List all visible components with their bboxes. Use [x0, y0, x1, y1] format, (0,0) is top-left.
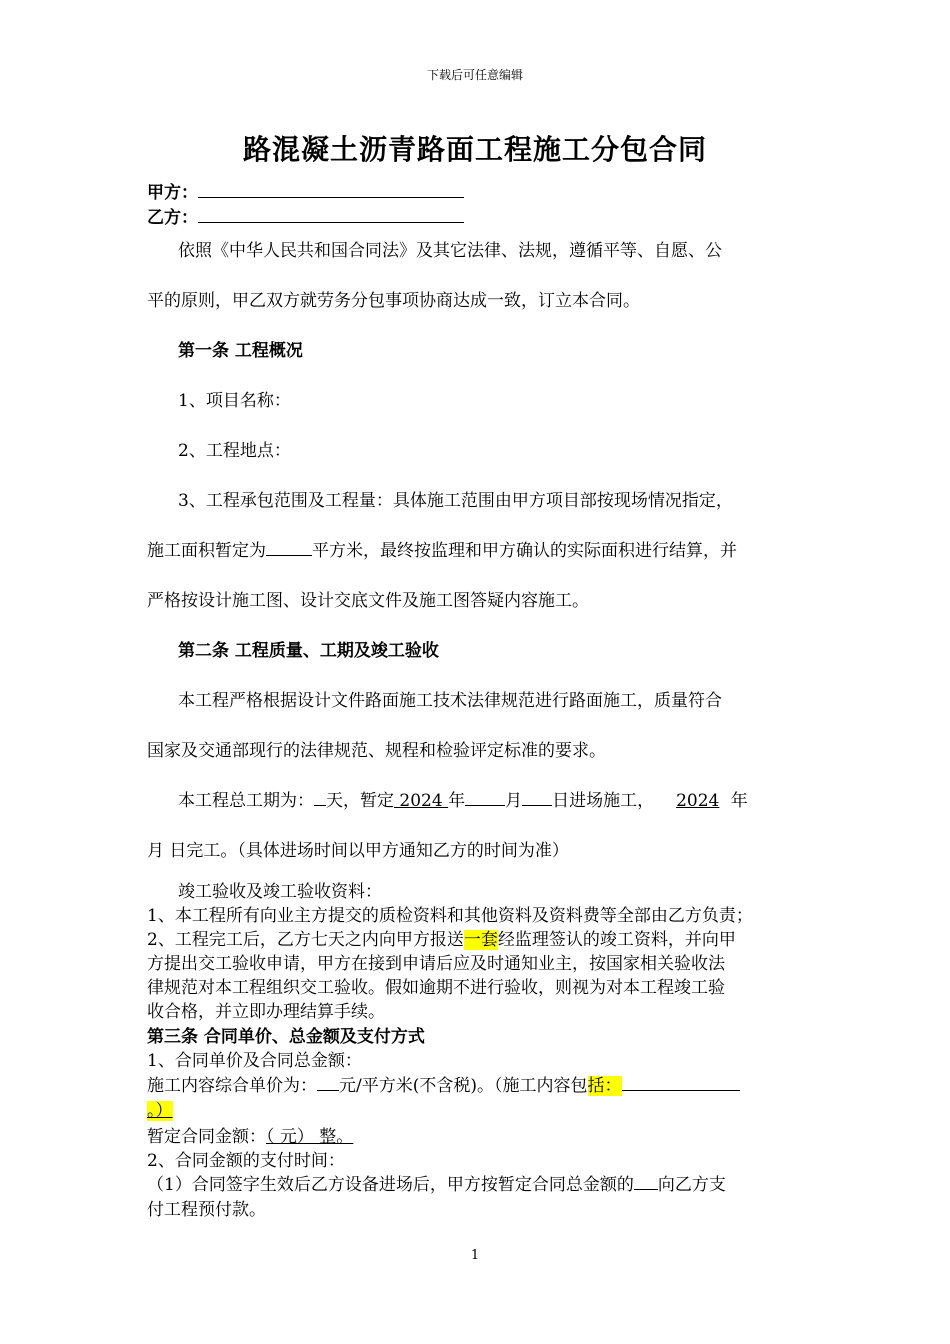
- article3-heading: 第三条 合同单价、总金额及支付方式: [147, 1027, 425, 1047]
- acceptance-item-2-line-4: 收合格，并立即办理结算手续。: [147, 1002, 385, 1022]
- scope-line-3: 严格按设计施工图、设计交底文件及施工图答疑内容施工。: [147, 591, 589, 611]
- scope-line-2: [147, 536, 737, 561]
- unit-price-label: 施工内容综合单价为：: [147, 1076, 317, 1096]
- acceptance-item-2-line-3: 律规范对本工程组织交工验收。假如逾期不进行验收，则视为对本工程竣工验: [147, 978, 725, 998]
- scope-area-tail: 平方米，最终按监理和甲方确认的实际面积进行结算，并: [312, 541, 737, 561]
- scope-content-blank: [622, 1075, 740, 1091]
- party-a-label: 甲方：: [147, 183, 198, 203]
- acceptance-text-b: 经监理签认的竣工资料，并向甲: [497, 930, 736, 950]
- period-year-unit: 年: [448, 791, 466, 811]
- intro-line-1: 依照《中华人民共和国合同法》及其它法律、法规，遵循平等、自愿、公: [178, 241, 722, 261]
- period-label: 本工程总工期为：: [178, 791, 314, 811]
- contract-amount-label: 暂定合同金额：: [147, 1127, 266, 1147]
- contract-amount-line: [147, 1122, 353, 1147]
- quality-line-1: 本工程严格根据设计文件路面施工技术法律规范进行路面施工，质量符合: [178, 691, 722, 711]
- acceptance-item-2-line-2: 方提出交工验收申请，甲方在接到申请后应及时通知业主，按国家相关验收法: [147, 954, 725, 974]
- payment-item-2: 2、合同金额的支付时间：: [147, 1151, 345, 1171]
- acceptance-item-2-line-1: [147, 925, 736, 950]
- unit-price-line: [147, 1071, 740, 1096]
- period-line-2: 月 日完工。（具体进场时间以甲方通知乙方的时间为准）: [147, 841, 569, 861]
- contract-title: 路混凝土沥青路面工程施工分包合同: [242, 133, 707, 166]
- scope-line-1: 3、工程承包范围及工程量：具体施工范围由甲方项目部按现场情况指定，: [178, 491, 733, 511]
- payment-clause-1-line-2: 付工程预付款。: [147, 1200, 266, 1220]
- highlight-one-set: 一套: [463, 930, 498, 950]
- percentage-blank: [634, 1174, 658, 1190]
- page-number: 1: [470, 1248, 480, 1263]
- unit-price-line-2: [147, 1096, 173, 1121]
- period-month-unit: 月: [505, 791, 523, 811]
- project-location-item: 2、工程地点：: [178, 441, 291, 461]
- payment-clause-text-a: （1）合同签字生效后乙方设备进场后，甲方按暂定合同总金额的: [147, 1175, 634, 1195]
- start-day-blank: [522, 790, 552, 806]
- period-line-1: [178, 786, 748, 811]
- days-blank: [314, 790, 326, 806]
- party-a-blank: [198, 181, 464, 198]
- project-name-item: 1、项目名称：: [178, 391, 291, 411]
- period-start-text: 日进场施工，: [552, 791, 655, 811]
- page-header: 下载后可任意编辑: [426, 68, 523, 82]
- acceptance-heading: 竣工验收及竣工验收资料：: [178, 882, 382, 902]
- party-b-line: [147, 203, 464, 228]
- area-blank: [266, 540, 312, 556]
- unit-price-tail: 元/平方米(不含税)。（施工内容包: [339, 1076, 588, 1096]
- highlight-include: 括：: [587, 1076, 622, 1096]
- quality-line-2: 国家及交通部现行的法律规范、规程和检验评定标准的要求。: [147, 741, 606, 761]
- payment-clause-1-line-1: [147, 1170, 726, 1195]
- party-a-line: [147, 178, 464, 203]
- end-year: 2024: [676, 791, 720, 811]
- party-b-blank: [198, 206, 464, 223]
- article1-heading: 第一条 工程概况: [178, 341, 303, 361]
- period-tentative: 天，暂定: [326, 791, 394, 811]
- highlight-close-paren: 。）: [147, 1101, 173, 1121]
- price-item-1: 1、合同单价及合同总金额：: [147, 1051, 362, 1071]
- payment-clause-text-b: 向乙方支: [657, 1175, 726, 1195]
- acceptance-item-1: 1、本工程所有向业主方提交的质检资料和其他资料及资料费等全部由乙方负责；: [147, 906, 753, 926]
- article2-heading: 第二条 工程质量、工期及竣工验收: [178, 641, 439, 661]
- start-month-blank: [465, 790, 505, 806]
- party-b-label: 乙方：: [147, 208, 198, 228]
- acceptance-text-a: 2、工程完工后，乙方七天之内向甲方报送: [147, 930, 464, 950]
- end-year-unit: 年: [725, 791, 748, 811]
- contract-amount-value: （ 元） 整。: [266, 1127, 354, 1147]
- unit-price-blank: [317, 1075, 339, 1091]
- intro-line-2: 平的原则，甲乙双方就劳务分包事项协商达成一致，订立本合同。: [147, 291, 640, 311]
- scope-area-label: 施工面积暂定为: [147, 541, 266, 561]
- start-year: 2024: [394, 791, 449, 811]
